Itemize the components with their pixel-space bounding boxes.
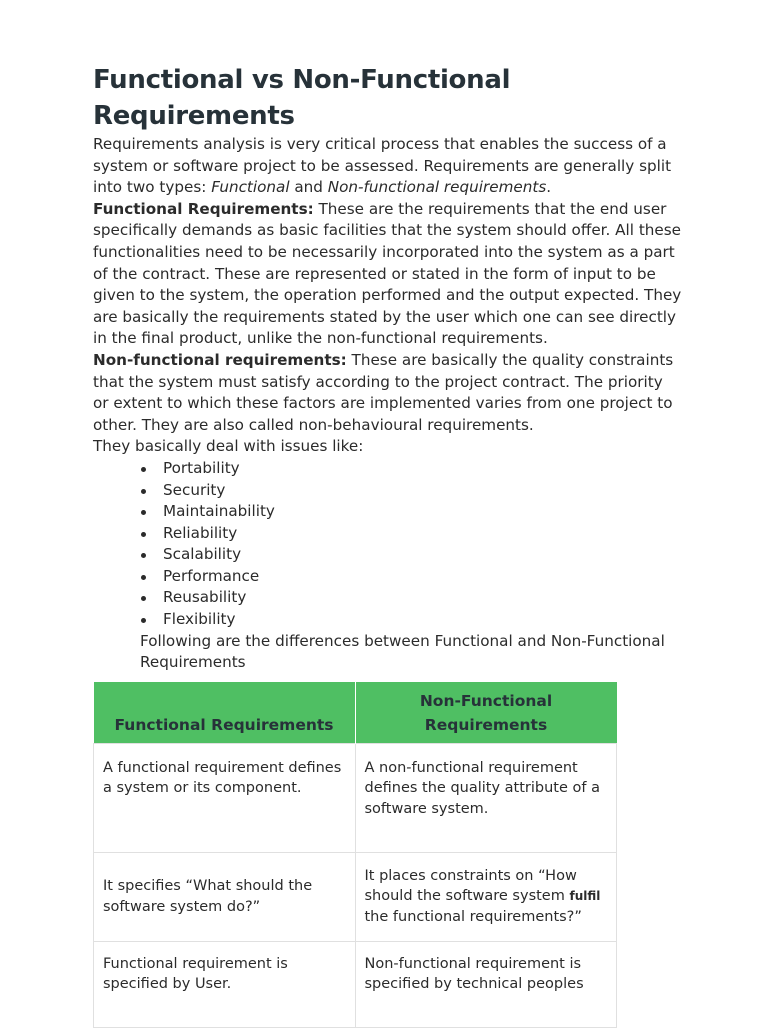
cell-nonfunctional: A non-functional requirement defines the quality attribute of a software system.	[355, 743, 617, 852]
header-nonfunctional: Non-Functional Requirements	[355, 682, 617, 743]
header-functional: Functional Requirements	[94, 682, 356, 743]
comparison-table	[93, 682, 617, 1028]
article	[93, 62, 683, 674]
intro-emphasis-nonfunctional: Non-functional requirements	[327, 178, 547, 197]
list-item: Reusability	[163, 587, 683, 609]
table-header-row	[94, 682, 617, 743]
intro-text-2: and	[289, 178, 328, 197]
functional-text: These are the requirements that the end user specifically demands as basic facilities that the system should offer. All these functionalities need to be necessarily incorporated into the system as a part of the contract. These are represented or stated in the form of input to be given to the system, the operation performed and the output expected. They are basically the requirements stated by the user which one can see directly in the final product, unlike the non-functional requirements.	[93, 199, 682, 348]
cell-functional: Functional requirement is specified by User.	[94, 941, 356, 1027]
cell-text-post: the functional requirements?”	[364, 908, 582, 925]
page-title: Functional vs Non-Functional Requirements	[93, 65, 511, 131]
cell-nonfunctional	[355, 852, 617, 941]
issues-intro: They basically deal with issues like:	[93, 437, 364, 456]
list-item: Security	[163, 480, 683, 502]
table-row	[94, 852, 617, 941]
nonfunctional-label: Non-functional requirements:	[93, 350, 347, 369]
list-item: Portability	[163, 458, 683, 480]
table-row	[94, 941, 617, 1027]
intro-text-3: .	[546, 178, 552, 197]
cell-text-pre: It places constraints on “How should the software system	[364, 867, 577, 905]
cell-functional: A functional requirement defines a system or its component.	[94, 743, 356, 852]
list-item: Flexibility	[163, 609, 683, 631]
nonfunctional-text: These are basically the quality constraints that the system must satisfy according to the project contract. The priority or extent to which these factors are implemented varies from one project to other. They are also called non-behavioural requirements.	[93, 350, 674, 434]
table-row	[94, 743, 617, 852]
list-item: Scalability	[163, 544, 683, 566]
list-item: Maintainability	[163, 501, 683, 523]
list-item: Performance	[163, 566, 683, 588]
functional-label: Functional Requirements:	[93, 199, 314, 218]
functional-paragraph	[93, 199, 683, 350]
list-item: Reliability	[163, 523, 683, 545]
intro-text-1: Requirements analysis is very critical process that enables the success of a system or software project to be assessed. Requirements are generally split into two types:	[93, 135, 672, 197]
cell-functional: It specifies “What should the software system do?”	[94, 852, 356, 941]
issues-list	[93, 458, 683, 631]
intro-paragraph	[93, 134, 683, 199]
intro-emphasis-functional: Functional	[211, 178, 290, 197]
nonfunctional-paragraph	[93, 350, 683, 436]
following-text: Following are the differences between Functional and Non-Functional Requirements	[140, 631, 665, 672]
cell-text-bold: fulfil	[569, 889, 601, 904]
cell-nonfunctional: Non-functional requirement is specified by technical peoples	[355, 941, 617, 1027]
